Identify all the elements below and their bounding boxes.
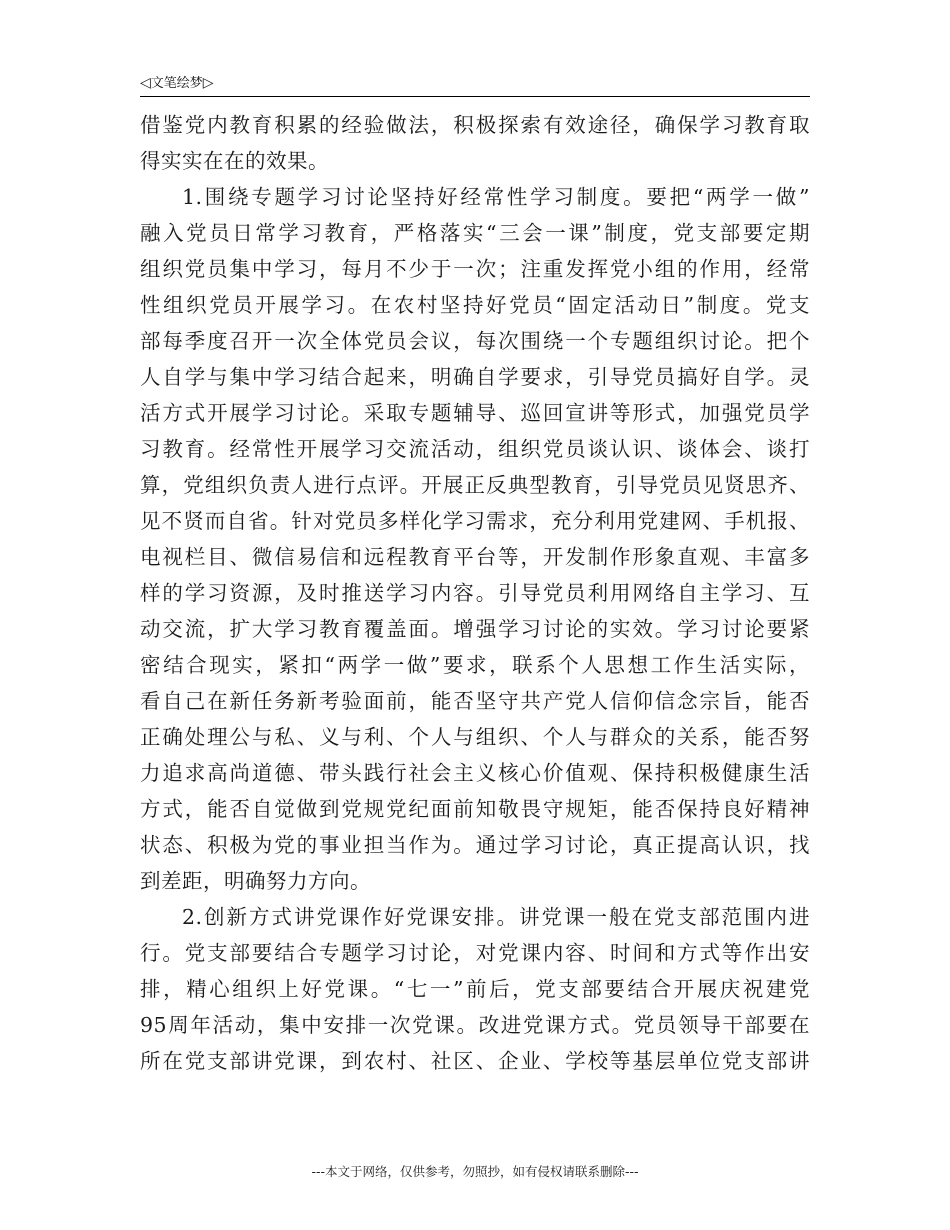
brand-text: 文笔绘梦 <box>150 76 203 91</box>
text-line: 正确处理公与私、义与利、个人与组织、个人与群众的关系，能否努 <box>140 725 810 749</box>
text-line: 所在党支部讲党课，到农村、社区、企业、学校等基层单位党支部讲 <box>140 1049 810 1073</box>
text-line: 状态、积极为党的事业担当作为。通过学习讨论，真正提高认识，找 <box>140 833 810 857</box>
text-line: 95周年活动，集中安排一次党课。改进党课方式。党员领导干部要在 <box>140 1013 810 1037</box>
text-line: 动交流，扩大学习教育覆盖面。增强学习讨论的实效。学习讨论要紧 <box>140 617 810 641</box>
text-line: 算，党组织负责人进行点评。开展正反典型教育，引导党员见贤思齐、 <box>140 473 810 497</box>
text-line: 电视栏目、微信易信和远程教育平台等，开发制作形象直观、丰富多 <box>140 545 810 569</box>
text-line: 活方式开展学习讨论。采取专题辅导、巡回宣讲等形式，加强党员学 <box>140 401 810 425</box>
page-header <box>140 72 810 97</box>
text-line: 见不贤而自省。针对党员多样化学习需求，充分利用党建网、手机报、 <box>140 509 810 533</box>
text-line: 借鉴党内教育积累的经验做法，积极探索有效途径，确保学习教育取 <box>140 113 810 137</box>
text-line: 行。党支部要结合专题学习讨论，对党课内容、时间和方式等作出安 <box>140 941 810 965</box>
text-line: 到差距，明确努力方向。 <box>140 869 371 893</box>
text-line: 性组织党员开展学习。在农村坚持好党员“固定活动日”制度。党支 <box>140 293 810 317</box>
text-line: 2.创新方式讲党课作好党课安排。讲党课一般在党支部范围内进 <box>182 905 810 929</box>
text-line: 组织党员集中学习，每月不少于一次；注重发挥党小组的作用，经常 <box>140 257 810 281</box>
text-line: 1.围绕专题学习讨论坚持好经常性学习制度。要把“两学一做” <box>182 185 810 209</box>
text-line: 看自己在新任务新考验面前，能否坚守共产党人信仰信念宗旨，能否 <box>140 689 810 713</box>
text-line: 习教育。经常性开展学习交流活动，组织党员谈认识、谈体会、谈打 <box>140 437 810 461</box>
text-line: 密结合现实，紧扣“两学一做”要求，联系个人思想工作生活实际， <box>140 653 810 677</box>
text-line: 部每季度召开一次全体党员会议，每次围绕一个专题组织讨论。把个 <box>140 329 810 353</box>
left-triangle-icon: ◁ <box>140 75 151 91</box>
text-line: 人自学与集中学习结合起来，明确自学要求，引导党员搞好自学。灵 <box>140 365 810 389</box>
document-body <box>140 107 810 1079</box>
text-line: 排，精心组织上好党课。“七一”前后，党支部要结合开展庆祝建党 <box>140 977 810 1001</box>
text-line: 得实实在在的效果。 <box>140 149 329 173</box>
text-line: 融入党员日常学习教育，严格落实“三会一课”制度，党支部要定期 <box>140 221 810 245</box>
right-triangle-icon: ▷ <box>202 75 214 91</box>
brand-logo <box>140 72 214 95</box>
text-line: 方式，能否自觉做到党规党纪面前知敬畏守规矩，能否保持良好精神 <box>140 797 810 821</box>
page-footer: ---本文于网络，仅供参考，勿照抄，如有侵权请联系删除--- <box>311 1164 639 1179</box>
text-line: 力追求高尚道德、带头践行社会主义核心价值观、保持积极健康生活 <box>140 761 810 785</box>
text-line: 样的学习资源，及时推送学习内容。引导党员利用网络自主学习、互 <box>140 581 810 605</box>
